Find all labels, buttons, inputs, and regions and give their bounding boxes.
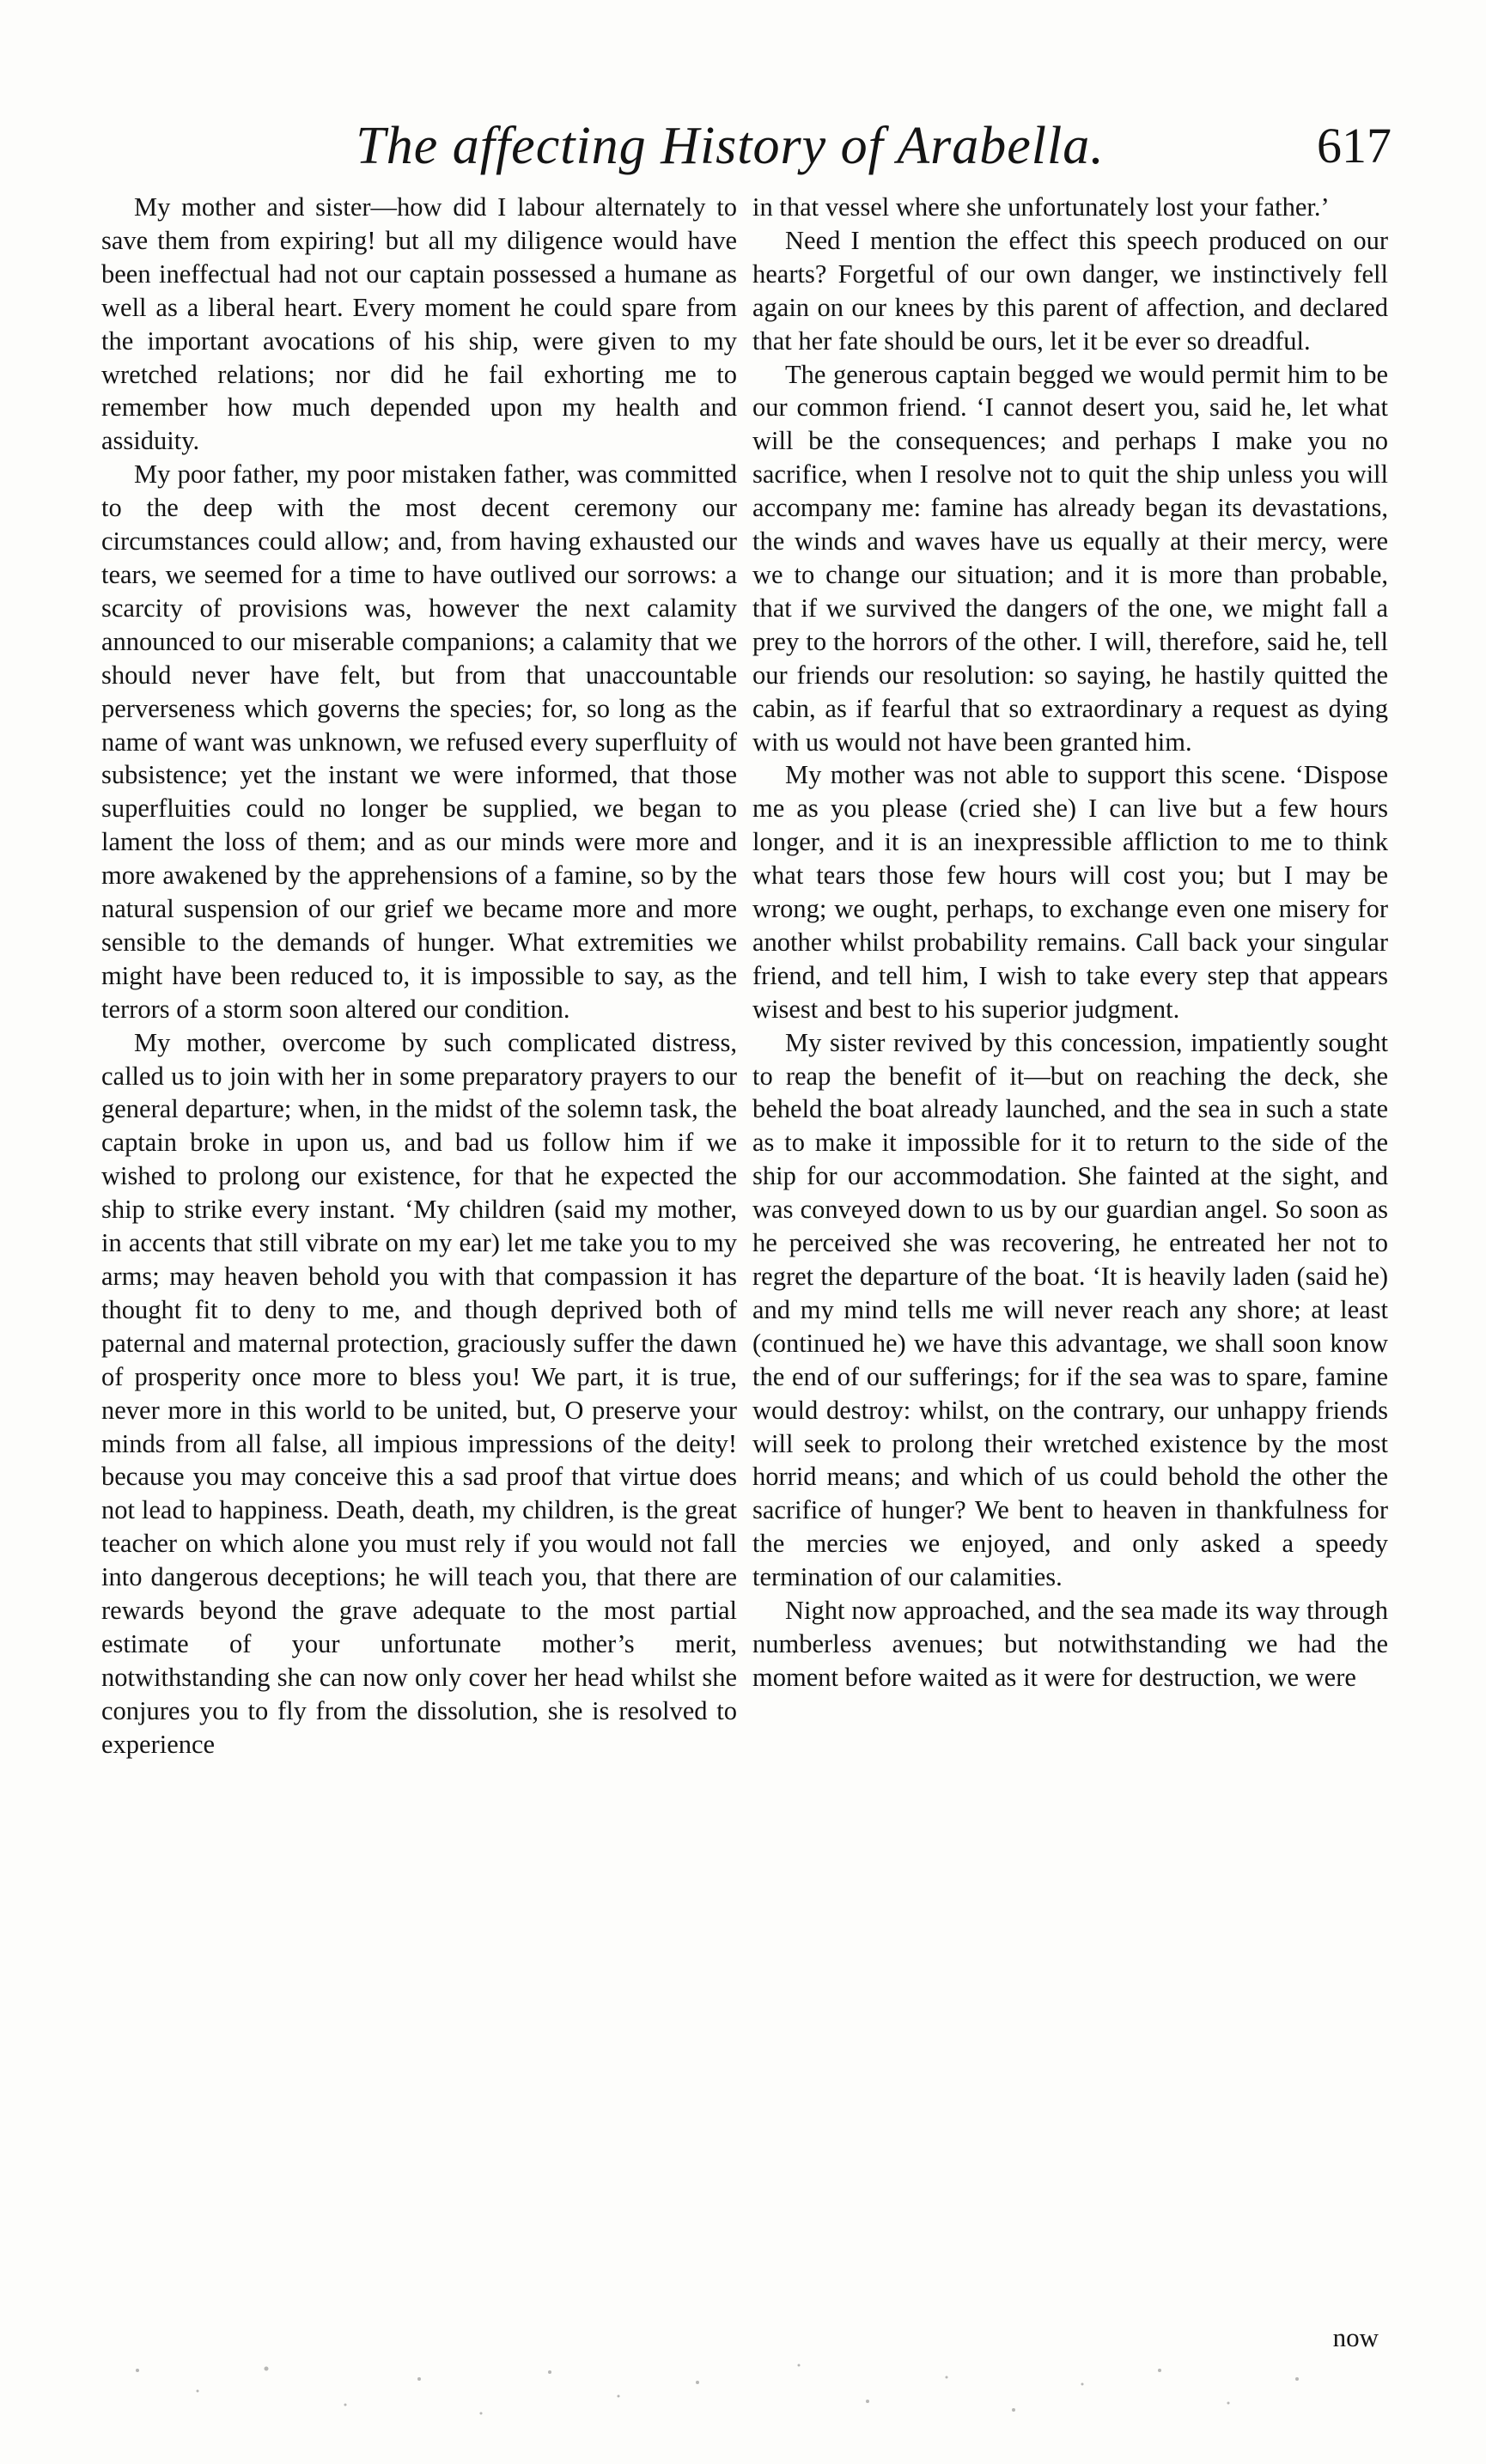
right-paragraph-2: Need I mention the effect this speech produced on our hearts? Forgetful of our own danger, we instinctively fell again on our knees by this parent of affection, and declared that her fate should be ours, let it be ever so dreadful. — [752, 225, 1388, 356]
left-column — [101, 191, 737, 1761]
page-header — [103, 112, 1392, 198]
right-paragraph-5: My sister revived by this concession, impatiently sought to reap the benefit of it—but on reaching the deck, she beheld the boat already launched, and the sea in such a state as to make it impossible for it to return to the side of the ship for our accommodation. She fainted at the sight, and was conveyed down to us by our guardian angel. So soon as he perceived she was recovering, he entreated her not to regret the departure of the boat. ‘It is heavily laden (said he) and my mind tells me will never reach any shore; at least (continued he) we have this advantage, we shall soon know the end of our sufferings; for if the sea was to spare, famine would destroy: whilst, on the contrary, our unhappy friends will seek to prolong their wretched existence by the most horrid means; and which of us could behold the other the sacrifice of hunger? We bent to heaven in thankfulness for the mercies we enjoyed, and only asked a speedy termination of our calamities. — [752, 1027, 1388, 1592]
right-paragraph-6: Night now approached, and the sea made its way through numberless avenues; but notwithstanding we had the moment before waited as it were for destruction, we were — [752, 1596, 1388, 1692]
left-paragraph-2: My poor father, my poor mistaken father, was committed to the deep with the most decent ceremony our circumstances could allow; and, from having exhausted our tears, we seemed for a time to have outlived our sorrows: a scarcity of provisions was, however the next calamity announced to our miserable companions; a calamity that we should never have felt, but from that unaccountable perverseness which governs the species; for, so long as the name of want was unknown, we refused every superfluity of subsistence; yet the instant we were informed, that those superfluities could no longer be supplied, we began to lament the loss of them; and as our minds were more and more awakened by the apprehensions of a famine, so by the natural suspension of our grief we became more and more sensible to the demands of hunger. What extremities we might have been reduced to, it is impossible to say, as the terrors of a storm soon altered our condition. — [101, 459, 737, 1024]
scan-noise-specks — [0, 2353, 1486, 2456]
left-paragraph-3: My mother, overcome by such complicated distress, called us to join with her in some preparatory prayers to our general departure; when, in the midst of the solemn task, the captain broke in upon us, and bad us follow him if we wished to prolong our existence, for that he expected the ship to strike every instant. ‘My children (said my mother, in accents that still vibrate on my ear) let me take you to my arms; may heaven behold you with that compassion it has thought fit to deny to me, and though deprived both of paternal and maternal protection, graciously suffer the dawn of prosperity once more to bless you! We part, it is true, never more in this world to be united, but, O preserve your minds from all false, all impious impressions of the deity! because you may conceive this a sad proof that virtue does not lead to happiness. Death, death, my children, is the great teacher on which alone you must rely if you would not fall into dangerous deceptions; he will teach you, that there are rewards beyond the grave adequate to the most partial estimate of your unfortunate mother’s merit, notwithstanding she can now only cover her head whilst she conjures you to fly from the dissolution, she is resolved to experience — [101, 1027, 737, 1759]
running-title: The affecting History of Arabella. — [356, 117, 1105, 175]
page-number: 617 — [1317, 118, 1392, 173]
right-paragraph-3: The generous captain begged we would permit him to be our common friend. ‘I cannot desert you, said he, let what will be the consequences; and perhaps I make you no sacrifice, when I resolve not to quit the ship unless you will accompany me: famine has already began its devastations, the winds and waves have us equally at their mercy, were we to change our situation; and it is more than probable, that if we survived the dangers of the one, we might fall a prey to the horrors of the other. I will, therefore, said he, tell our friends our resolution: so saying, he hastily quitted the cabin, as if fearful that so extraordinary a request as dying with us would not have been granted him. — [752, 359, 1388, 757]
right-column — [752, 191, 1388, 1694]
right-paragraph-4: My mother was not able to support this scene. ‘Dispose me as you please (cried she) I can live but a few hours longer, and it is an inexpressible affliction to me to think what tears those few hours will cost you; but I may be wrong; we ought, perhaps, to exchange even one misery for another whilst probability remains. Call back your singular friend, and tell him, I wish to take every step that appears wisest and best to his superior judgment. — [752, 760, 1388, 1024]
catchword: now — [1332, 2322, 1379, 2352]
right-paragraph-1: in that vessel where she unfortunately lost your father.’ — [752, 192, 1330, 222]
left-paragraph-1: My mother and sister—how did I labour alternately to save them from expiring! but all my diligence would have been ineffectual had not our captain possessed a humane as well as a liberal heart. Every moment he could spare from the important avocations of his ship, were given to my wretched relations; nor did he fail exhorting me to remember how much depended upon my health and assiduity. — [101, 192, 737, 456]
